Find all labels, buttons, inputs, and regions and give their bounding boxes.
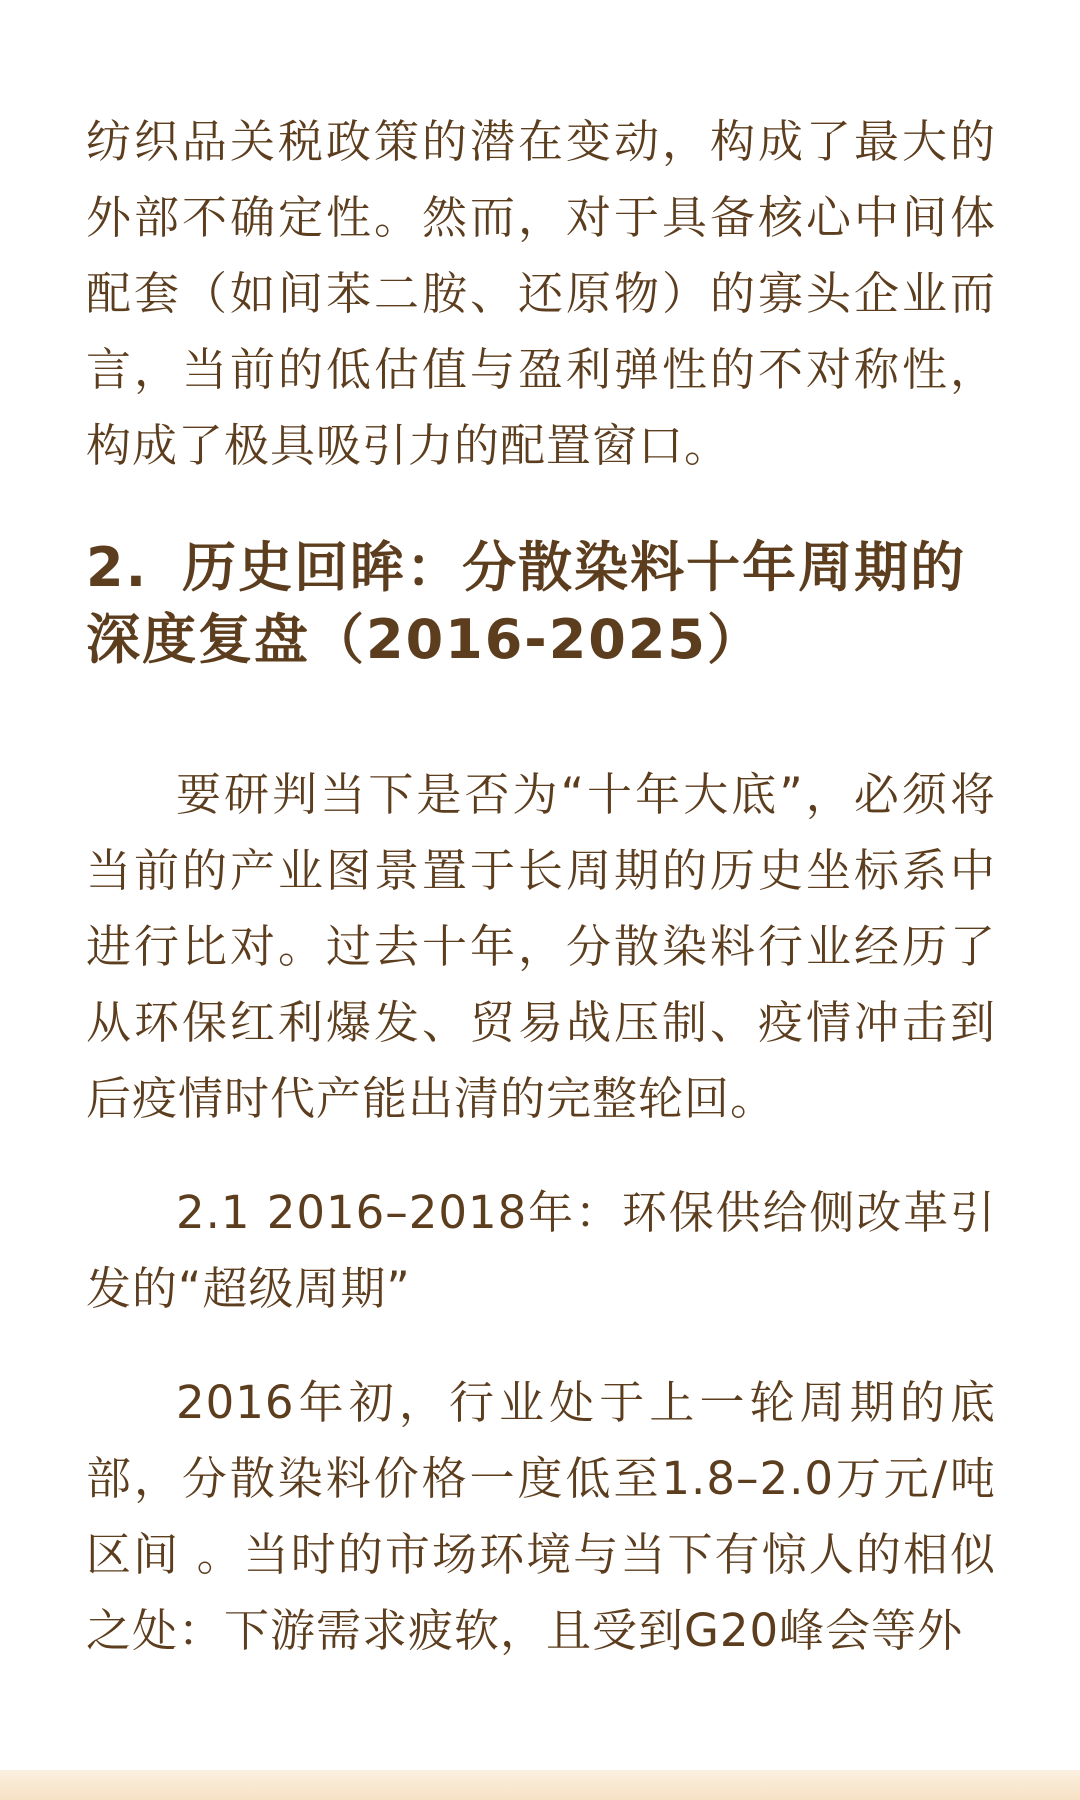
body-paragraph: 纺织品关税政策的潜在变动，构成了最大的外部不确定性。然而，对于具备核心中间体配套（如间苯二胺、还原物）的寡头企业而言，当前的低估值与盈利弹性的不对称性，构成了极具吸引力的配置窗口。 [86,115,996,472]
section-title: 历史回眸：分散染料十年周期的深度复盘（2016-2025） [86,536,967,671]
body-paragraph: 要研判当下是否为“十年大底”，必须将当前的产业图景置于长周期的历史坐标系中进行比对。过去十年，分散染料行业经历了从环保红利爆发、贸易战压制、疫情冲击到后疫情时代产能出清的完整轮回。 [86,768,996,1125]
section-heading [86,532,986,676]
subsection-heading: 2.1 2016–2018年：环保供给侧改革引发的“超级周期” [86,1186,996,1315]
body-paragraph: 2016年初，行业处于上一轮周期的底部，分散染料价格一度低至1.8–2.0万元/吨区间 。当时的市场环境与当下有惊人的相似之处：下游需求疲软，且受到G20峰会等外 [86,1376,996,1657]
section-number: 2. [86,536,149,599]
bottom-decorative-band [0,1770,1080,1800]
